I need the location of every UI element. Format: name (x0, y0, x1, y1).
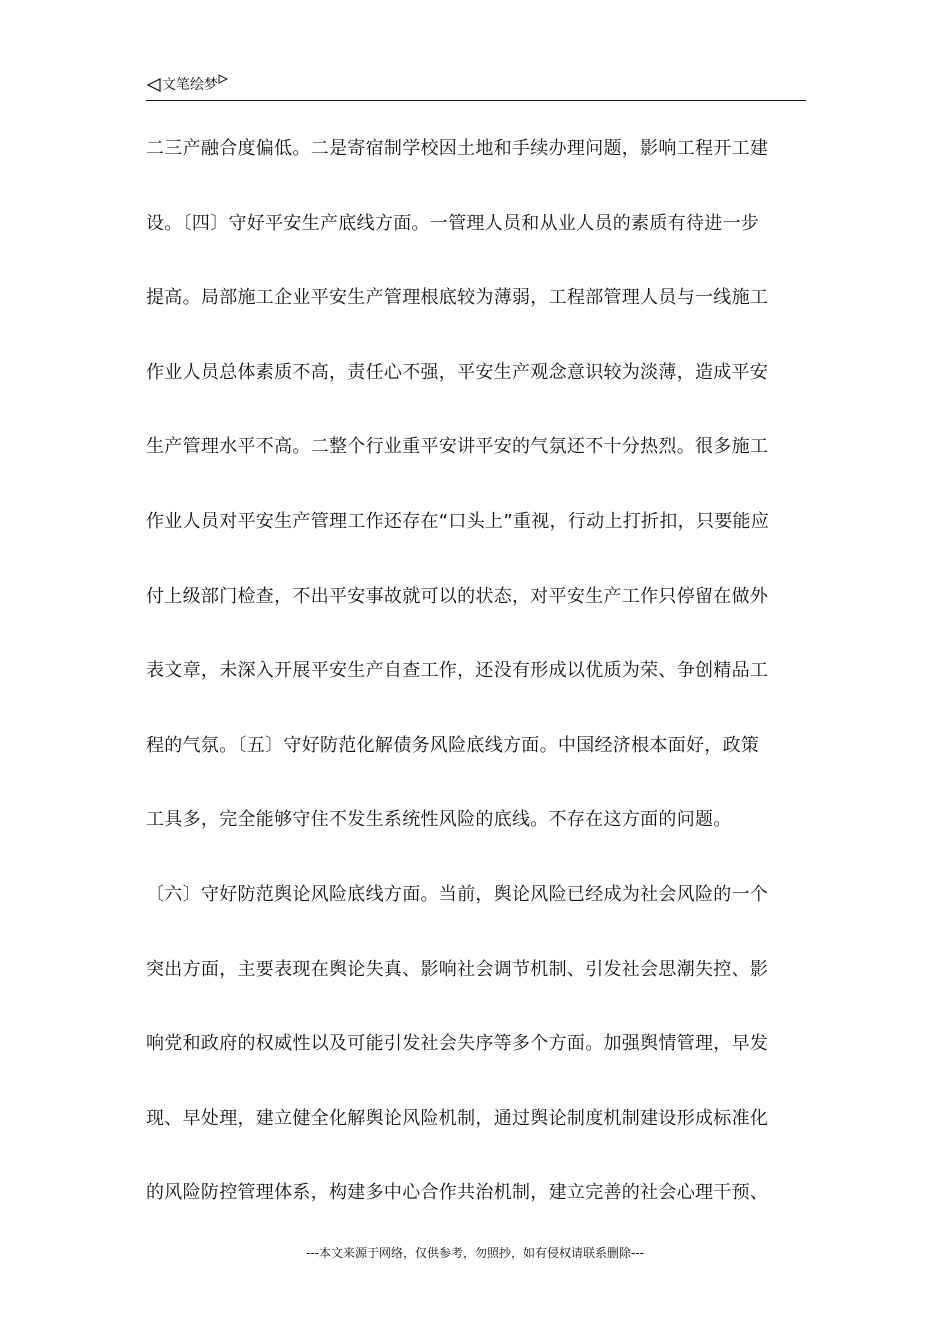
text-line: 的风险防控管理体系，构建多中心合作共治机制，建立完善的社会心理干预、 (146, 1182, 769, 1204)
text-line: 付上级部门检查，不出平安事故就可以的状态，对平安生产工作只停留在做外 (146, 585, 769, 607)
text-line: 工具多，完全能够守住不发生系统性风险的底线。不存在这方面的问题。 (146, 809, 732, 831)
page-footer: ---本文来源于网络，仅供参考，勿照抄，如有侵权请联系删除--- (306, 1246, 644, 1260)
text-line: 现、早处理，建立健全化解舆论风险机制，通过舆论制度机制建设形成标准化 (146, 1107, 769, 1129)
text-line: 生产管理水平不高。二整个行业重平安讲平安的气氛还不十分热烈。很多施工 (146, 436, 769, 458)
text-line: 提高。局部施工企业平安生产管理根底较为薄弱，工程部管理人员与一线施工 (146, 287, 769, 309)
header-title: 文笔绘梦 (162, 77, 218, 93)
text-line: 突出方面，主要表现在舆论失真、影响社会调节机制、引发社会思潮失控、影 (146, 958, 769, 980)
document-body (146, 130, 810, 1249)
text-line: 作业人员总体素质不高，责任心不强，平安生产观念意识较为淡薄，造成平安 (146, 361, 769, 383)
text-line: 二三产融合度偏低。二是寄宿制学校因土地和手续办理问题，影响工程开工建 (146, 138, 769, 159)
triangle-left-icon (146, 77, 162, 93)
text-line: 程的气氛。〔五〕守好防范化解债务风险底线方面。中国经济根本面好，政策 (146, 734, 760, 756)
text-line: 设。〔四〕守好平安生产底线方面。一管理人员和从业人员的素质有待进一步 (146, 212, 760, 234)
text-line: 响党和政府的权威性以及可能引发社会失序等多个方面。加强舆情管理，早发 (146, 1033, 769, 1055)
triangle-right-icon (218, 74, 228, 84)
text-line: 表文章，未深入开展平安生产自查工作，还没有形成以优质为荣、争创精品工 (146, 660, 769, 682)
text-line: 〔六〕守好防范舆论风险底线方面。当前，舆论风险已经成为社会风险的一个 (146, 883, 769, 905)
header-brand (146, 74, 228, 96)
text-line: 作业人员对平安生产管理工作还存在“口头上”重视，行动上打折扣，只要能应 (146, 510, 770, 532)
page-header (146, 74, 806, 101)
